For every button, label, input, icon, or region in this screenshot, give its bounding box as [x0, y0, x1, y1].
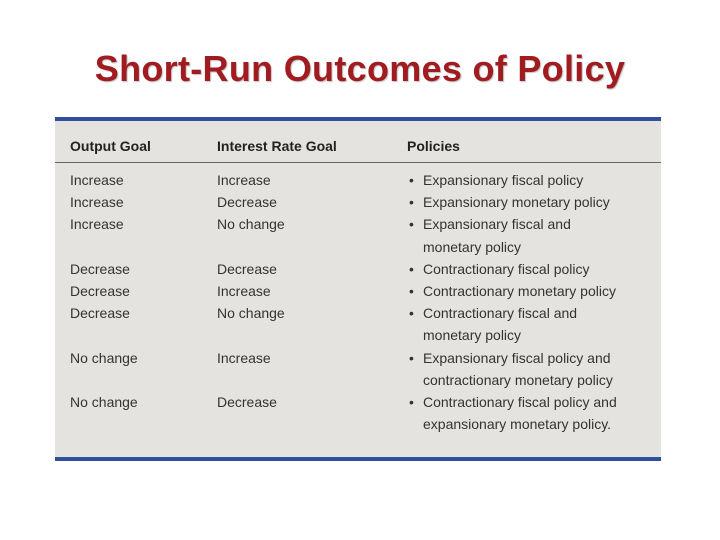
cell-policy: monetary policy [423, 238, 522, 255]
bullet-icon: • [409, 283, 414, 299]
bullet-icon: • [409, 394, 414, 410]
policy-table [55, 117, 661, 461]
cell-policy: Contractionary fiscal and [423, 305, 578, 322]
cell-interest-rate-goal: Increase [217, 283, 271, 299]
cell-policy: Expansionary fiscal policy [423, 172, 584, 188]
header-interest-rate-goal: Interest Rate Goal [217, 138, 337, 154]
cell-interest-rate-goal: Decrease [217, 194, 277, 211]
cell-interest-rate-goal: Decrease [217, 260, 277, 277]
cell-policy: Expansionary monetary policy [423, 194, 610, 211]
bullet-icon: • [409, 216, 414, 233]
bullet-icon: • [409, 349, 414, 366]
cell-policy: Expansionary fiscal policy and [423, 349, 611, 366]
cell-interest-rate-goal: Increase [217, 349, 271, 366]
bullet-icon: • [409, 172, 414, 188]
header-policies: Policies [407, 138, 460, 154]
cell-policy: monetary policy [423, 327, 522, 344]
cell-output-goal: Increase [70, 172, 124, 188]
cell-policy: Contractionary fiscal policy and [423, 394, 617, 410]
bullet-icon: • [409, 305, 414, 322]
header-output-goal: Output Goal [70, 138, 151, 154]
bullet-icon: • [409, 260, 414, 277]
bullet-icon: • [409, 194, 414, 211]
cell-output-goal: Increase [70, 216, 124, 233]
cell-interest-rate-goal: Increase [217, 172, 271, 188]
cell-interest-rate-goal: No change [217, 305, 285, 322]
table-header-row [55, 121, 661, 163]
cell-policy: Expansionary fiscal and [423, 216, 571, 233]
cell-output-goal: No change [70, 394, 138, 410]
cell-output-goal: Increase [70, 194, 124, 211]
cell-policy: contractionary monetary policy [423, 371, 613, 388]
cell-interest-rate-goal: Decrease [217, 394, 277, 410]
cell-policy: Contractionary fiscal policy [423, 260, 590, 277]
cell-output-goal: No change [70, 349, 138, 366]
cell-policy: Contractionary monetary policy [423, 283, 616, 299]
cell-output-goal: Decrease [70, 260, 130, 277]
cell-interest-rate-goal: No change [217, 216, 285, 233]
cell-policy: expansionary monetary policy. [423, 416, 612, 433]
cell-output-goal: Decrease [70, 305, 130, 322]
slide-title: Short-Run Outcomes of Policy [94, 48, 626, 89]
cell-output-goal: Decrease [70, 283, 130, 299]
